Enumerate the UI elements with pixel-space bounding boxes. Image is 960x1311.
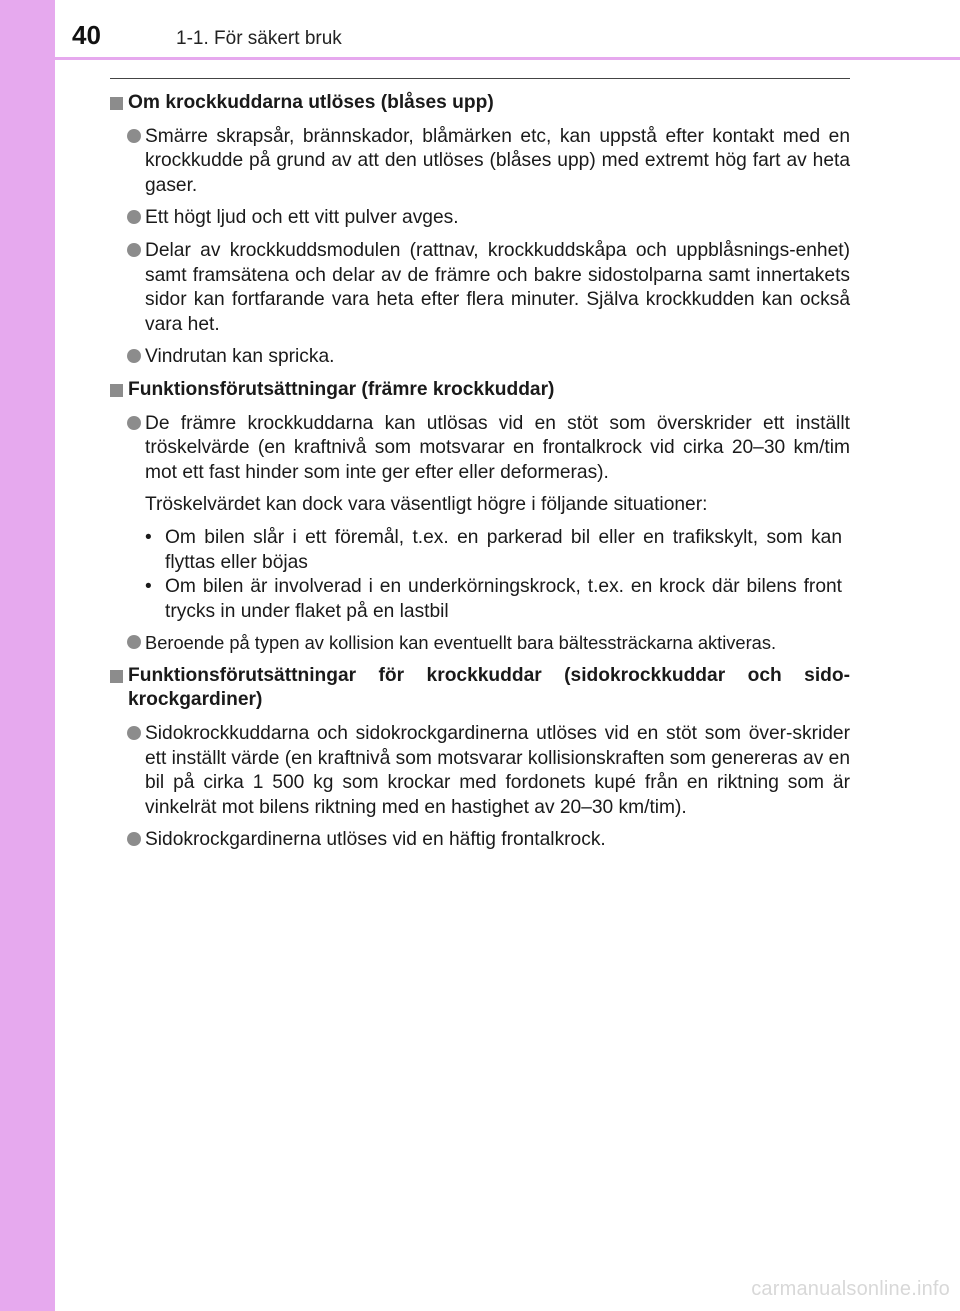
- list-item: [110, 125, 850, 199]
- page-sidebar: [0, 0, 55, 1311]
- round-bullet-icon: [127, 210, 141, 224]
- section-side-airbag-conditions: [110, 664, 850, 713]
- list-item-text: De främre krockkuddarna kan utlösas vid en stöt som överskrider ett inställt tröskelvärde (en kraftnivå som motsvarar en frontalkrock vid cirka 20–30 km/tim mot ett fast hinder som inte ger efter eller deformeras).: [145, 412, 850, 483]
- top-divider: [110, 78, 850, 79]
- list-item-text: Sidokrockgardinerna utlöses vid en häftig frontalkrock.: [145, 829, 606, 851]
- list-item: [110, 631, 850, 656]
- list-item: [110, 345, 850, 370]
- chapter-title: 1-1. För säkert bruk: [176, 28, 342, 49]
- list-item-text: Beroende på typen av kollision kan eventuellt bara bältessträckarna aktiveras.: [145, 632, 777, 654]
- list-item: [110, 828, 850, 853]
- list-item-text: Ett högt ljud och ett vitt pulver avges.: [145, 207, 459, 229]
- sub-list-item-text: Om bilen slår i ett föremål, t.ex. en parkerad bil eller en trafikskylt, som kan flyttas eller böjas: [165, 526, 842, 573]
- section-front-airbag-conditions: [110, 378, 850, 403]
- sub-list-item-text: Om bilen är involverad i en underkörningskrock, t.ex. en krock där bilens front trycks in under flaket på en lastbil: [165, 576, 842, 622]
- sub-bullet-icon: •: [145, 526, 152, 548]
- list-item: [110, 239, 850, 337]
- section-title: Funktionsförutsättningar för krockkuddar (sidokrockkuddar och sido-krockgardiner): [128, 664, 850, 711]
- section-title: Om krockkuddarna utlöses (blåses upp): [128, 92, 494, 113]
- round-bullet-icon: [127, 726, 141, 740]
- round-bullet-icon: [127, 635, 141, 649]
- sub-bullet-icon: •: [145, 576, 152, 598]
- paragraph: Tröskelvärdet kan dock vara väsentligt högre i följande situationer:: [145, 494, 708, 516]
- square-bullet-icon: [110, 670, 123, 683]
- section-title: Funktionsförutsättningar (främre krockkuddar): [128, 378, 555, 400]
- list-item-text: Sidokrockkuddarna och sidokrockgardinerna utlöses vid en stöt som över-skrider ett inställt värde (en kraftnivå som motsvarar kollisionskraften som genereras av en bil på cirka 1 500 kg som krockar med fordonets kupé från en riktning som är vinkelrät mot bilens riktning med en hastighet av 20–30 km/tim).: [145, 723, 850, 818]
- square-bullet-icon: [110, 384, 123, 397]
- manual-content: [110, 91, 850, 861]
- round-bullet-icon: [127, 129, 141, 143]
- section-airbag-deploys: [110, 91, 850, 116]
- round-bullet-icon: [127, 832, 141, 846]
- list-item-text: Vindrutan kan spricka.: [145, 346, 335, 368]
- round-bullet-icon: [127, 416, 141, 430]
- round-bullet-icon: [127, 243, 141, 257]
- list-item-text: Smärre skrapsår, brännskador, blåmärken etc, kan uppstå efter kontakt med en krockkudde på grund av att den utlöses (blåses upp) med extremt hög fart av heta gaser.: [145, 125, 850, 196]
- list-item-text: Delar av krockkuddsmodulen (rattnav, krockkuddskåpa och uppblåsnings-enhet) samt framsätena och delar av de främre och bakre sidostolparna samt innertakets sidor kan fortfarande vara heta efter flera minuter. Själva krockkudden kan också vara het.: [145, 239, 850, 335]
- sub-list-item: [110, 575, 850, 624]
- round-bullet-icon: [127, 349, 141, 363]
- page-number: 40: [72, 20, 101, 50]
- list-item: [110, 412, 850, 486]
- square-bullet-icon: [110, 97, 123, 110]
- list-item: [110, 206, 850, 231]
- watermark: carmanualsonline.info: [751, 1278, 950, 1300]
- sub-list-item: [110, 526, 850, 575]
- list-item: [110, 722, 850, 820]
